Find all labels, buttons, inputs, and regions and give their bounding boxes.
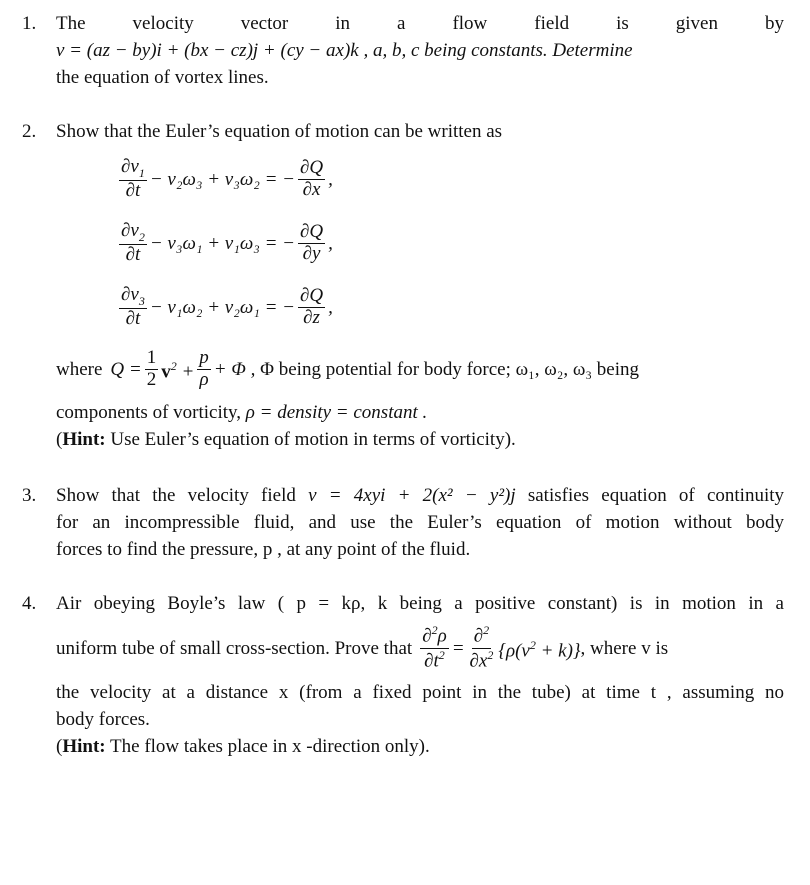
problem-2-intro: Show that the Euler’s equation of motion can be written as bbox=[56, 121, 503, 142]
problem-2 bbox=[22, 118, 784, 453]
problem-4-line-3: the velocity at a distance x (from a fixed point in the tube) at time t , assuming no bbox=[56, 682, 784, 703]
problem-3-line-3: forces to find the pressure, p , at any point of the fluid. bbox=[56, 539, 471, 560]
problem-3-line-1-pre: Show that the velocity field bbox=[56, 485, 296, 506]
problem-number: 4. bbox=[22, 593, 37, 614]
problem-4-line-2-post: , where v is bbox=[580, 637, 669, 659]
problem-3-velocity-field: v = 4xyi + 2(x² − y²)j bbox=[308, 485, 516, 506]
problem-2-hint: (Hint: Use Euler’s equation of motion in terms of vorticity). bbox=[56, 429, 516, 450]
problem-4-hint: (Hint: The flow takes place in x -direction only). bbox=[56, 736, 430, 757]
components-math: ρ = density = constant . bbox=[245, 402, 428, 423]
components-line bbox=[56, 399, 784, 426]
problem-1 bbox=[22, 10, 784, 91]
components-text: components of vorticity, bbox=[56, 402, 242, 423]
problem-3-line-2: for an incompressible fluid, and use the Euler’s equation of motion without body bbox=[56, 512, 784, 533]
euler-equation-3-terms: − v₁ω₂ + v₂ω₁ = − bbox=[149, 296, 295, 318]
problem-number: 3. bbox=[22, 485, 37, 506]
problem-4 bbox=[22, 590, 784, 760]
euler-equation-2-terms: − v₃ω₁ + v₁ω₃ = − bbox=[149, 232, 295, 254]
hint-label: Hint: bbox=[62, 429, 106, 450]
hint-label: Hint: bbox=[62, 736, 106, 757]
problem-3 bbox=[22, 482, 784, 563]
problem-number: 2. bbox=[22, 121, 37, 142]
problem-4-line-1: Air obeying Boyle’s law ( p = kρ, k being a positive constant) is in motion in a bbox=[56, 593, 784, 614]
problem-4-line-4: body forces. bbox=[56, 709, 150, 730]
euler-equation-2: $\frac{\partial v_2}{\partial t}$ − v₃ω₁ + v₁ω₃ = − $\frac{\partial Q}{\partial y}$ , bbox=[121, 219, 333, 265]
problem-4-line-2: uniform tube of small cross-section. Prove that $\frac{\partial^2\rho}{\partial t^2}$ = $\frac{\partial^2}{\partial x^2}$ $\{\rho(v^2 + k)\}$ , where v is bbox=[56, 623, 669, 671]
where-text: Φ being potential for body force; ω₁, ω₂, ω₃ being bbox=[260, 358, 639, 380]
problem-4-line-2-pre: uniform tube of small cross-section. Prove that bbox=[56, 637, 413, 659]
problem-number: 1. bbox=[22, 13, 37, 34]
where-label: where bbox=[56, 358, 103, 380]
euler-equation-1: $\frac{\partial v_1}{\partial t}$ − v₂ω₃ + v₃ω₂ = − $\frac{\partial Q}{\partial x}$ , bbox=[121, 155, 333, 201]
hint-text: The flow takes place in x -direction only). bbox=[110, 736, 430, 757]
problem-1-velocity-equation: v = (az − by)i + (bx − cz)j + (cy − ax)k , a, b, c being constants. Determine bbox=[56, 40, 633, 61]
hint-text: Use Euler’s equation of motion in terms of vorticity). bbox=[110, 429, 516, 450]
where-line: where Q = $\frac{1}{2}$ $v^2$ + $\frac{p}{\rho}$ + Φ , Φ being potential for body force; ω₁, ω₂, ω₃ being bbox=[56, 346, 639, 390]
euler-equation-3: $\frac{\partial v_3}{\partial t}$ − v₁ω₂ + v₂ω₁ = − $\frac{\partial Q}{\partial z}$ , bbox=[121, 283, 333, 329]
problem-1-line-1: The velocity vector in a flow field is given by bbox=[56, 13, 784, 34]
problem-1-line-3: the equation of vortex lines. bbox=[56, 67, 269, 88]
problem-3-line-1 bbox=[56, 482, 784, 509]
euler-equation-1-terms: − v₂ω₃ + v₃ω₂ = − bbox=[149, 168, 295, 190]
problem-3-line-1-post: satisfies equation of continuity bbox=[527, 485, 785, 506]
